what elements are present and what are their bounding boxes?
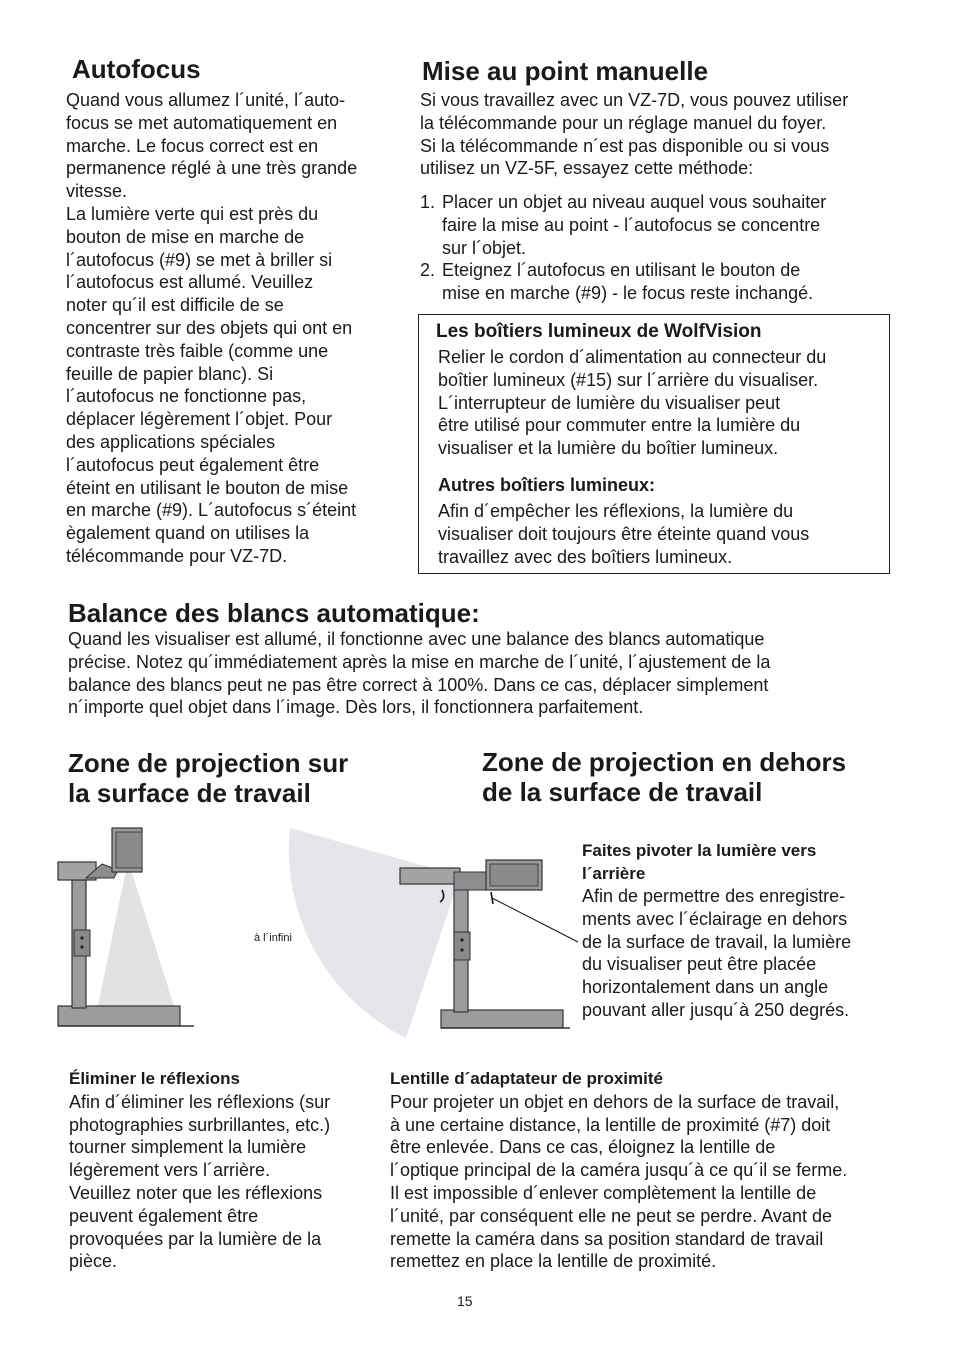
rotated-light-beam <box>289 828 460 1038</box>
text-line: sur l´objet. <box>442 237 527 258</box>
text-line: contraste très faible (comme une <box>66 340 329 361</box>
text-line: tourner simplement la lumière <box>69 1137 307 1158</box>
text-line: balance des blancs peut ne pas être correct à 100%. Dans ce cas, déplacer simplement <box>68 674 769 695</box>
text-line: du visualiser peut être placée <box>582 954 817 975</box>
step-2 <box>420 259 920 282</box>
text-line: L´interrupteur de lumière du visualiser peut <box>438 392 781 413</box>
text-line: feuille de papier blanc). Si <box>66 363 274 384</box>
text-line: Veuillez noter que les réflexions <box>69 1182 323 1203</box>
text-line: Afin d´empêcher les réflexions, la lumière du <box>438 501 794 521</box>
infinity-label: à l´infini <box>254 932 292 944</box>
text-line: vitesse. <box>66 181 128 202</box>
other-lightbox-body <box>438 500 883 568</box>
rotate-caption <box>582 840 922 1022</box>
lightbox-title: Les boîtiers lumineux de WolfVision <box>436 321 762 342</box>
text-line: peuvent également être <box>69 1205 259 1226</box>
text-line: l´unité, par conséquent elle ne peut se perdre. Avant de <box>390 1205 832 1226</box>
text-line: Quand les visualiser est allumé, il fonctionne avec une balance des blancs automatique <box>68 629 765 649</box>
text-line: marche. Le focus correct est en <box>66 135 319 156</box>
title-line: l´arrière <box>582 863 646 883</box>
step-number: 2. <box>420 260 436 281</box>
text-line: des applications spéciales <box>66 431 276 452</box>
text-line: Eteignez l´autofocus en utilisant le bouton de <box>442 260 801 281</box>
text-line: horizontalement dans un angle <box>582 977 829 998</box>
text-line: en marche (#9). L´autofocus s´éteint <box>66 500 357 521</box>
text-line: photographies surbrillantes, etc.) <box>69 1114 331 1135</box>
column-control <box>454 932 470 960</box>
text-line: être enlevée. Dans ce cas, éloignez la lentille de <box>390 1137 776 1158</box>
text-line: provoquées par la lumière de la <box>69 1228 322 1249</box>
manual-focus-body <box>420 89 920 180</box>
control-dot <box>80 936 83 939</box>
lamp-face <box>490 864 538 886</box>
zone-off-surface-title <box>482 747 846 807</box>
manual-focus-title: Mise au point manuelle <box>422 56 709 86</box>
text-line: ègalement quand on utilises la <box>66 523 310 544</box>
control-dot <box>460 948 463 951</box>
text-line: Pour projeter un objet en dehors de la surface de travail, <box>390 1091 840 1112</box>
text-line: la télécommande pour un réglage manuel du foyer. <box>420 112 827 133</box>
autofocus-title: Autofocus <box>72 54 201 84</box>
step-1 <box>420 191 920 214</box>
text-line: bouton de mise en marche de <box>66 226 305 247</box>
manual-focus-steps <box>420 191 920 305</box>
text-line: de la surface de travail, la lumière <box>582 931 852 952</box>
camera-arm <box>400 868 460 884</box>
title-line: de la surface de travail <box>482 777 763 807</box>
text-line: faire la mise au point - l´autofocus se concentre <box>442 214 821 235</box>
text-line: visualiser et la lumière du boîtier lumineux. <box>438 438 779 459</box>
text-line: focus se met automatiquement en <box>66 112 338 133</box>
text-line: visualiser doit toujours être éteinte quand vous <box>438 523 810 544</box>
text-line: remette la caméra dans sa position standard de travail <box>390 1228 824 1249</box>
text-line: concentrer sur des objets qui ont en <box>66 317 353 338</box>
text-line: Afin de permettre des enregistre- <box>582 886 846 906</box>
text-line: ments avec l´éclairage en dehors <box>582 908 848 929</box>
light-beam <box>94 860 180 1025</box>
autofocus-body <box>66 89 406 568</box>
text-line: l´autofocus peut également être <box>66 454 320 475</box>
pointer-line <box>492 898 578 942</box>
text-line: l´autofocus (#9) se met à briller si <box>66 249 333 270</box>
text-line: pièce. <box>69 1251 118 1272</box>
text-line: l´autofocus ne fonctionne pas, <box>66 386 307 407</box>
text-line: Quand vous allumez l´unité, l´auto- <box>66 90 346 110</box>
title-line: Faites pivoter la lumière vers <box>582 841 817 860</box>
text-line: l´optique principal de la caméra jusqu´à ce qu´il se ferme. <box>390 1160 848 1181</box>
text-line: Si vous travaillez avec un VZ-7D, vous pouvez utiliser <box>420 90 849 110</box>
text-line: Si la télécommande n´est pas disponible ou si vous <box>420 135 830 156</box>
text-line: noter qu´il est difficile de se <box>66 295 284 316</box>
text-line: être utilisé pour commuter entre la lumière du <box>438 415 801 436</box>
text-line: éteint en utilisant le bouton de mise <box>66 477 349 498</box>
text-line: Placer un objet au niveau auquel vous souhaiter <box>442 192 827 212</box>
text-line: télécommande pour VZ-7D. <box>66 545 288 566</box>
text-line: travaillez avec des boîtiers lumineux. <box>438 546 733 567</box>
column-control <box>74 930 90 956</box>
text-line: légèrement vers l´arrière. <box>69 1160 271 1181</box>
text-line: déplacer légèrement l´objet. Pour <box>66 409 333 430</box>
title-line: la surface de travail <box>68 778 311 808</box>
text-line: utilisez un VZ-5F, essayez cette méthode: <box>420 158 754 179</box>
base-plate <box>58 1006 180 1026</box>
control-dot <box>460 938 463 941</box>
title-line: Zone de projection sur <box>68 748 349 778</box>
reflexions-title: Éliminer le réflexions <box>69 1069 241 1088</box>
base-plate <box>441 1010 563 1028</box>
rotate-title <box>582 840 922 885</box>
reflexions-section <box>69 1068 379 1273</box>
text-line: permanence réglé à une très grande <box>66 158 358 179</box>
text-line: mise en marche (#9) - le focus reste inchangé. <box>442 283 814 304</box>
text-line: La lumière verte qui est près du <box>66 203 319 224</box>
other-lightbox-title: Autres boîtiers lumineux: <box>438 475 656 495</box>
zone-on-surface-title <box>68 748 348 808</box>
text-line: boîtier lumineux (#15) sur l´arrière du visualiser. <box>438 369 819 390</box>
proximity-lens-section <box>390 1068 920 1273</box>
reflexions-body <box>69 1091 379 1273</box>
text-line: Il est impossible d´enlever complètement la lentille de <box>390 1182 817 1203</box>
rotate-body <box>582 885 922 1022</box>
lamp-joint <box>454 872 490 890</box>
lens-title: Lentille d´adaptateur de proximité <box>390 1069 663 1088</box>
lens-body <box>390 1091 920 1273</box>
lamp-face <box>116 832 142 868</box>
lightbox-body <box>438 346 883 460</box>
text-line: l´autofocus est allumé. Veuillez <box>66 272 314 293</box>
text-line: précise. Notez qu´immédiatement après la mise en marche de l´unité, l´ajustement de la <box>68 651 771 672</box>
projection-diagram <box>50 820 580 1040</box>
step-number: 1. <box>420 192 436 212</box>
title-line: Zone de projection en dehors <box>482 747 847 777</box>
text-line: à une certaine distance, la lentille de proximité (#7) doit <box>390 1114 831 1135</box>
white-balance-body <box>68 628 908 719</box>
text-line: Afin d´éliminer les réflexions (sur <box>69 1091 331 1112</box>
text-line: remettez en place la lentille de proximité. <box>390 1251 717 1272</box>
text-line: n´importe quel objet dans l´image. Dès lors, il fonctionnera parfaitement. <box>68 697 644 718</box>
text-line: Relier le cordon d´alimentation au connecteur du <box>438 347 827 367</box>
control-dot <box>80 945 83 948</box>
text-line: pouvant aller jusqu´à 250 degrés. <box>582 999 850 1020</box>
page-number: 15 <box>457 1293 473 1309</box>
white-balance-title: Balance des blancs automatique: <box>68 598 480 628</box>
